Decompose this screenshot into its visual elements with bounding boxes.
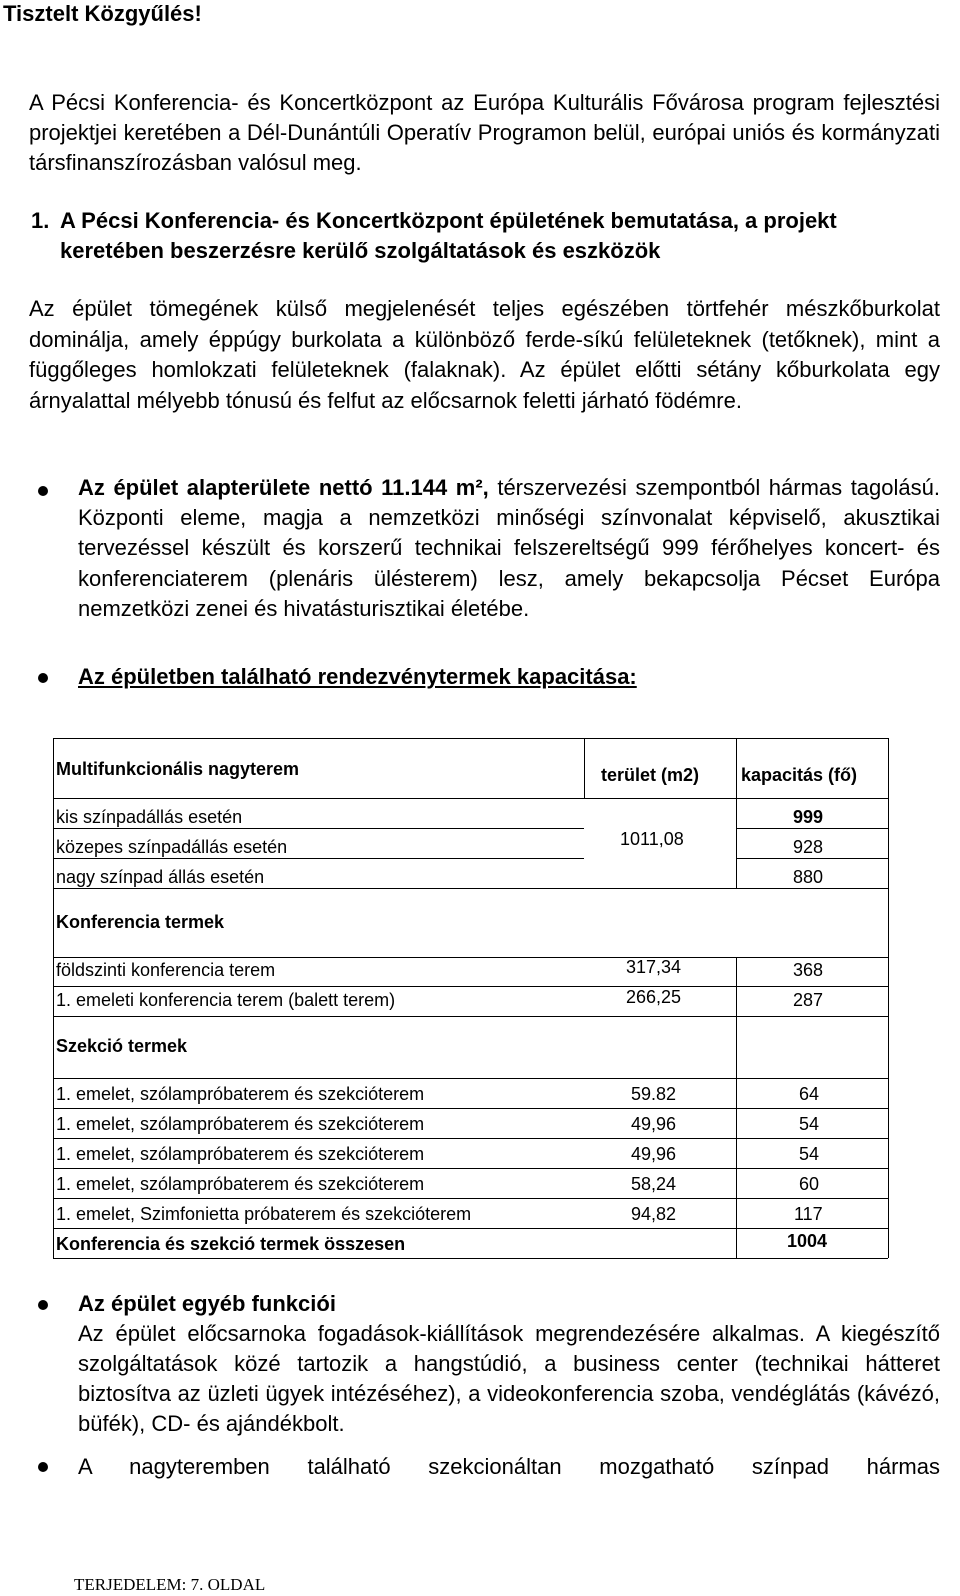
bullet-icon — [38, 1300, 48, 1310]
other-functions-text: Az épület előcsarnoka fogadások-kiállítások megrendezésére alkalmas. A kiegészítő szolgáltatások közé tartozik a hangstúdió, a business center (technikai hátteret biztosítva az üzleti ügyek intézéséhez), a videokonferencia szoba, vendéglátás (kávézó, büfék), CD- és ajándékbolt. — [78, 1321, 940, 1436]
section-number: 1. — [31, 208, 50, 233]
floor-area-paragraph — [78, 473, 940, 624]
conference-row-area: 317,34 — [626, 957, 682, 977]
floor-area-text: térszervezési szempontból hármas tagolású. Központi eleme, magja a nemzetközi minőségi színvonalat képviselő, akusztikai tervezéssel készült és korszerű technikai felszereltségű 999 férőhelyes koncert- és konferenciaterem (plenáris ülésterem) lesz, amely bekapcsolja Pécset Európa nemzetközi zenei és hivatásturisztikai életébe. — [78, 475, 940, 621]
section-row-area: 59.82 — [631, 1084, 677, 1104]
section-row-label: 1. emelet, szólampróbaterem és szekcióterem — [56, 1114, 425, 1134]
table-title: Multifunkcionális nagyterem — [56, 759, 300, 779]
main-hall-area: 1011,08 — [620, 829, 684, 849]
section-row-capacity: 64 — [799, 1084, 820, 1104]
column-header-area: terület (m2) — [601, 765, 700, 785]
section-row-area: 49,96 — [631, 1114, 677, 1134]
section-row-capacity: 54 — [799, 1144, 820, 1164]
intro-paragraph: A Pécsi Konferencia- és Koncertközpont az Európa Kulturális Fővárosa program fejlesztési projektjei keretében a Dél-Dunántúli Operatív Programon belül, európai uniós és kormányzati társfinanszírozásban valósul meg. — [29, 90, 940, 175]
floor-area-bold: Az épület alapterülete nettó 11.144 m², — [78, 475, 489, 500]
conference-row-label: 1. emeleti konferencia terem (balett terem) — [56, 990, 396, 1010]
section-row-area: 58,24 — [631, 1174, 677, 1194]
section-row-area: 49,96 — [631, 1144, 677, 1164]
section-row-label: 1. emelet, szólampróbaterem és szekcióterem — [56, 1174, 425, 1194]
building-paragraph: Az épület tömegének külső megjelenését teljes egészében törtfehér mészkőburkolat dominálja, amely éppúgy burkolata a különböző ferde-síkú felületeknek (tetőknek), mint a függőleges homlokzati felületeknek (falaknak). Az épület előtti sétány kőburkolata egy árnyalattal mélyebb tónusú és felfut az előcsarnok feletti járható födémre. — [29, 296, 940, 413]
stage-paragraph: A nagyteremben található szekcionáltan mozgatható színpad hármas — [78, 1454, 940, 1479]
section-row-capacity: 54 — [799, 1114, 820, 1134]
section-row-area: 94,82 — [631, 1204, 677, 1224]
column-header-capacity: kapacitás (fő) — [741, 765, 858, 785]
main-hall-row-label: nagy színpad állás esetén — [56, 867, 265, 887]
other-functions-title: Az épület egyéb funkciói — [78, 1291, 336, 1316]
main-hall-row-capacity: 928 — [793, 837, 824, 857]
total-label: Konferencia és szekció termek összesen — [56, 1234, 406, 1254]
page-footer: TERJEDELEM: 7. OLDAL — [74, 1575, 266, 1594]
section-rooms-title: Szekció termek — [56, 1036, 188, 1056]
total-value: 1004 — [787, 1231, 828, 1251]
section-row-label: 1. emelet, Szimfonietta próbaterem és szekcióterem — [56, 1204, 472, 1224]
conference-row-capacity: 368 — [793, 960, 824, 980]
bullet-icon — [38, 673, 48, 683]
capacity-heading: Az épületben található rendezvénytermek kapacitása: — [78, 664, 637, 689]
section-title: A Pécsi Konferencia- és Koncertközpont épületének bemutatása, a projekt keretében beszerzésre kerülő szolgáltatások és eszközök — [60, 208, 837, 263]
conference-row-label: földszinti konferencia terem — [56, 960, 276, 980]
conference-row-area: 266,25 — [626, 987, 682, 1007]
greeting: Tisztelt Közgyűlés! — [3, 1, 202, 26]
section-row-capacity: 60 — [799, 1174, 820, 1194]
main-hall-row-capacity: 880 — [793, 867, 824, 887]
bullet-icon — [38, 486, 48, 496]
section-row-label: 1. emelet, szólampróbaterem és szekcióterem — [56, 1084, 425, 1104]
section-row-label: 1. emelet, szólampróbaterem és szekcióterem — [56, 1144, 425, 1164]
capacity-table — [53, 738, 888, 1258]
section-row-capacity: 117 — [794, 1204, 823, 1224]
main-hall-row-label: közepes színpadállás esetén — [56, 837, 288, 857]
conference-row-capacity: 287 — [793, 990, 824, 1010]
conference-section-title: Konferencia termek — [56, 912, 225, 932]
main-hall-row-capacity: 999 — [793, 807, 824, 827]
bullet-icon — [38, 1462, 48, 1472]
main-hall-row-label: kis színpadállás esetén — [56, 807, 243, 827]
